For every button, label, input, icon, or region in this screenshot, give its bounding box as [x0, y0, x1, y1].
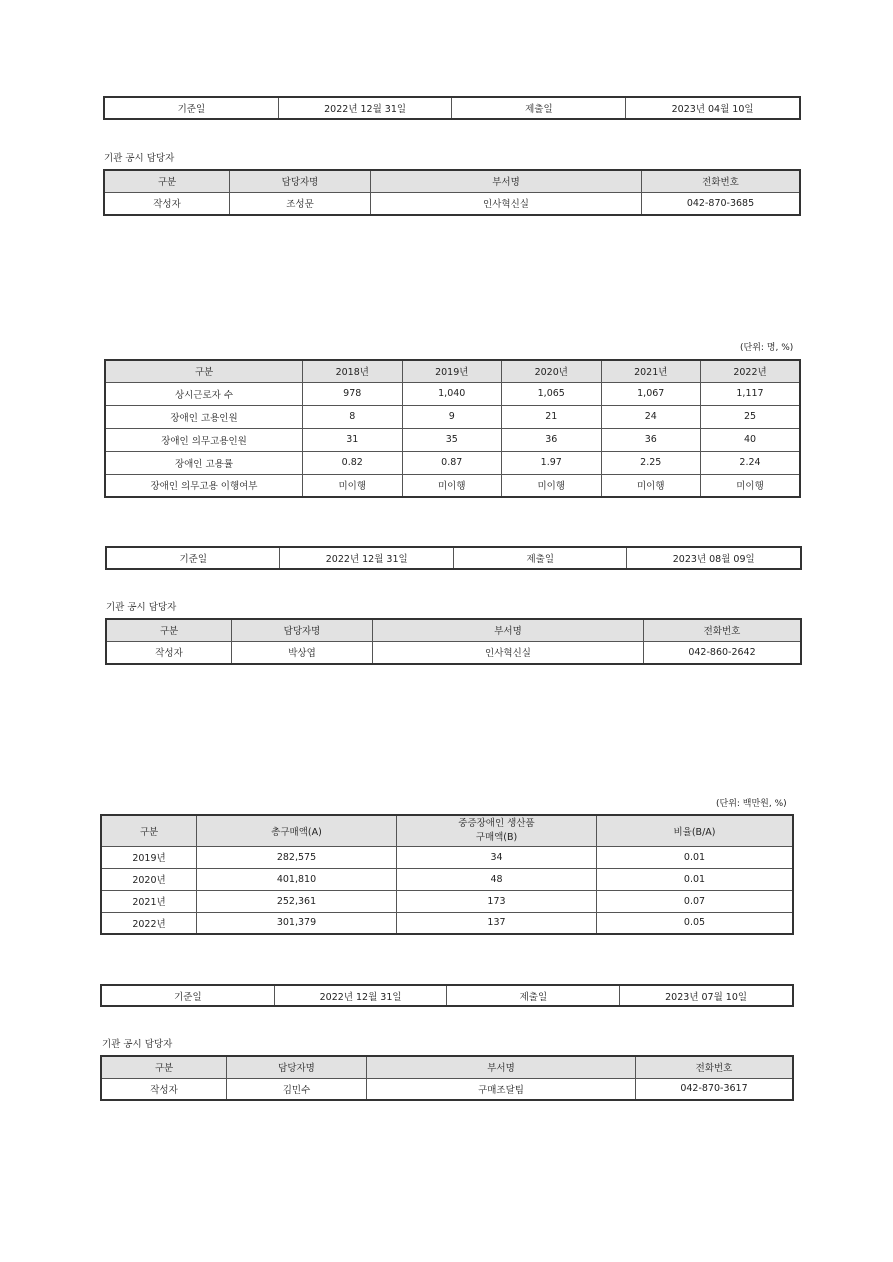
cell: 미이행: [502, 474, 602, 497]
table-row: [101, 868, 793, 890]
contact-header-phone: 전화번호: [644, 619, 802, 641]
base-date-value: 2022년 12월 31일: [280, 547, 454, 569]
cell: 1,117: [701, 382, 801, 405]
cell: 401,810: [197, 868, 397, 890]
contact-name: 박상엽: [232, 641, 373, 664]
submit-date-label: 제출일: [453, 547, 627, 569]
contact-name: 조성문: [230, 192, 371, 215]
contact-header-dept: 부서명: [367, 1056, 636, 1078]
cell: 미이행: [402, 474, 502, 497]
row-label: 2020년: [101, 868, 197, 890]
cell: 0.07: [597, 890, 794, 912]
row-label: 상시근로자 수: [105, 382, 303, 405]
cell: 40: [701, 428, 801, 451]
contact-table-2: [105, 618, 802, 665]
contact-header-type: 구분: [106, 619, 232, 641]
table-row: [105, 428, 800, 451]
table-row: [105, 382, 800, 405]
table-row: [105, 405, 800, 428]
contact-title-2: 기관 공시 담당자: [106, 602, 177, 613]
cell: 48: [397, 868, 597, 890]
cell: 21: [502, 405, 602, 428]
purchase-header-line1: 중증장애인 생산품: [458, 817, 535, 829]
contact-dept: 인사혁신실: [373, 641, 644, 664]
purchase-header: 비율(B/A): [597, 815, 794, 846]
table-row: [105, 451, 800, 474]
cell: 252,361: [197, 890, 397, 912]
cell: 282,575: [197, 846, 397, 868]
row-label: 2021년: [101, 890, 197, 912]
contact-type: 작성자: [106, 641, 232, 664]
contact-header-dept: 부서명: [373, 619, 644, 641]
table-row: [101, 890, 793, 912]
cell: 1,040: [402, 382, 502, 405]
cell: 301,379: [197, 912, 397, 934]
purchase-unit: (단위: 백만원, %): [716, 799, 787, 809]
row-label: 장애인 고용률: [105, 451, 303, 474]
cell: 36: [601, 428, 701, 451]
contact-table-3: [100, 1055, 794, 1101]
employment-unit: (단위: 명, %): [740, 343, 794, 353]
contact-table-1: [103, 169, 801, 216]
purchase-header: 구분: [101, 815, 197, 846]
row-label: 장애인 의무고용인원: [105, 428, 303, 451]
employment-header: 구분: [105, 360, 303, 382]
base-date-label: 기준일: [101, 985, 274, 1006]
contact-header-type: 구분: [104, 170, 230, 192]
cell: 2.24: [701, 451, 801, 474]
cell: 0.87: [402, 451, 502, 474]
employment-header: 2019년: [402, 360, 502, 382]
contact-header-dept: 부서명: [371, 170, 642, 192]
contact-header-name: 담당자명: [230, 170, 371, 192]
cell: 0.82: [303, 451, 403, 474]
purchase-header: 총구매액(A): [197, 815, 397, 846]
cell: 31: [303, 428, 403, 451]
row-label: 2019년: [101, 846, 197, 868]
date-table-2: [105, 546, 802, 570]
cell: 24: [601, 405, 701, 428]
contact-phone: 042-870-3617: [636, 1078, 794, 1100]
submit-date-label: 제출일: [452, 97, 626, 119]
table-row: [101, 912, 793, 934]
submit-date-value: 2023년 08월 09일: [627, 547, 801, 569]
cell: 0.05: [597, 912, 794, 934]
cell: 978: [303, 382, 403, 405]
contact-title-3: 기관 공시 담당자: [102, 1039, 173, 1050]
contact-header-name: 담당자명: [232, 619, 373, 641]
cell: 34: [397, 846, 597, 868]
cell: 137: [397, 912, 597, 934]
table-row: [105, 474, 800, 497]
contact-phone: 042-870-3685: [642, 192, 801, 215]
submit-date-value: 2023년 04월 10일: [626, 97, 800, 119]
purchase-header-line2: 구매액(B): [475, 831, 518, 843]
purchase-header-severe: [397, 815, 597, 846]
table-row: [101, 846, 793, 868]
cell: 2.25: [601, 451, 701, 474]
contact-title-1: 기관 공시 담당자: [104, 153, 175, 164]
contact-header-phone: 전화번호: [642, 170, 801, 192]
employment-header: 2018년: [303, 360, 403, 382]
row-label: 장애인 고용인원: [105, 405, 303, 428]
contact-dept: 인사혁신실: [371, 192, 642, 215]
cell: 1.97: [502, 451, 602, 474]
employment-table: [104, 359, 801, 498]
employment-header: 2022년: [701, 360, 801, 382]
cell: 미이행: [303, 474, 403, 497]
date-table-1: [103, 96, 801, 120]
cell: 25: [701, 405, 801, 428]
submit-date-value: 2023년 07월 10일: [620, 985, 793, 1006]
cell: 1,067: [601, 382, 701, 405]
cell: 173: [397, 890, 597, 912]
cell: 8: [303, 405, 403, 428]
cell: 35: [402, 428, 502, 451]
contact-dept: 구매조달팀: [367, 1078, 636, 1100]
contact-name: 김민수: [227, 1078, 367, 1100]
employment-header: 2021년: [601, 360, 701, 382]
cell: 1,065: [502, 382, 602, 405]
base-date-label: 기준일: [104, 97, 278, 119]
cell: 미이행: [701, 474, 801, 497]
contact-header-name: 담당자명: [227, 1056, 367, 1078]
cell: 36: [502, 428, 602, 451]
purchase-table: [100, 814, 794, 935]
cell: 미이행: [601, 474, 701, 497]
contact-header-phone: 전화번호: [636, 1056, 794, 1078]
cell: 9: [402, 405, 502, 428]
row-label: 장애인 의무고용 이행여부: [105, 474, 303, 497]
date-table-3: [100, 984, 794, 1007]
row-label: 2022년: [101, 912, 197, 934]
submit-date-label: 제출일: [447, 985, 620, 1006]
base-date-label: 기준일: [106, 547, 280, 569]
contact-header-type: 구분: [101, 1056, 227, 1078]
cell: 0.01: [597, 868, 794, 890]
contact-type: 작성자: [101, 1078, 227, 1100]
cell: 0.01: [597, 846, 794, 868]
base-date-value: 2022년 12월 31일: [274, 985, 447, 1006]
contact-type: 작성자: [104, 192, 230, 215]
employment-header: 2020년: [502, 360, 602, 382]
base-date-value: 2022년 12월 31일: [278, 97, 452, 119]
contact-phone: 042-860-2642: [644, 641, 802, 664]
